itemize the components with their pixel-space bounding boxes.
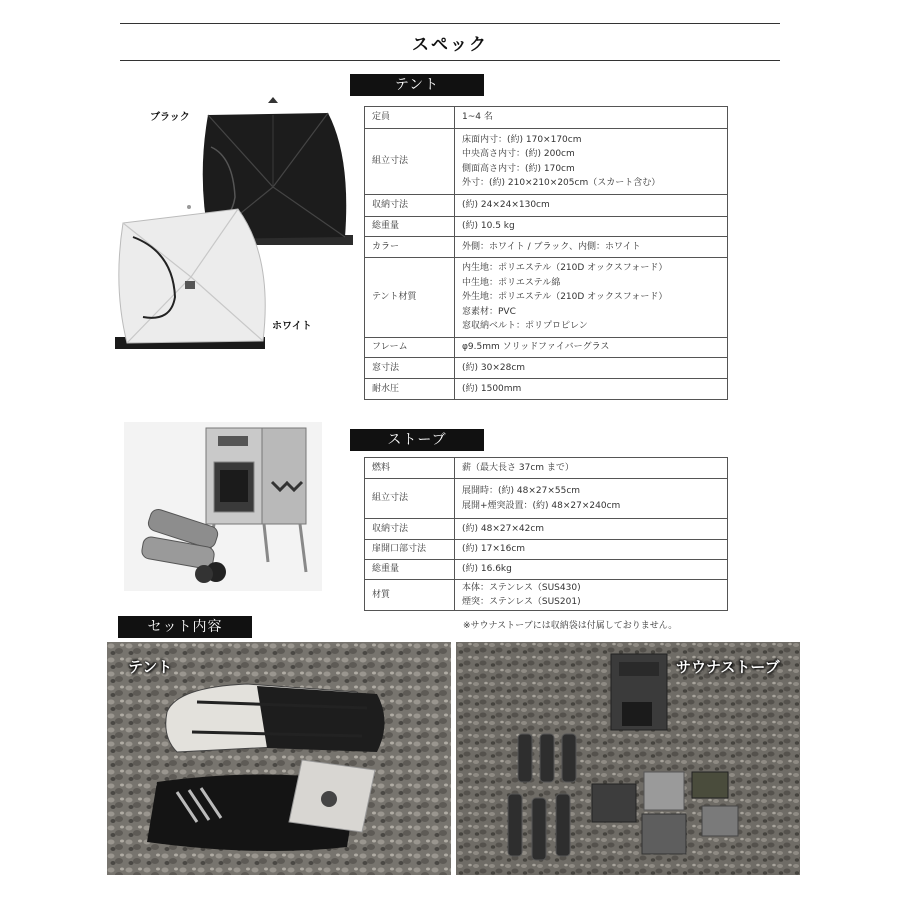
spec-value [455,107,728,129]
spec-key: フレーム [365,338,455,358]
spec-key: 総重量 [365,217,455,237]
spec-value-line: 側面高さ内寸：(約) 170cm [462,163,575,174]
spec-value [455,479,728,519]
spec-value [455,129,728,195]
spec-value-line: φ9.5mm ソリッドファイバーグラス [462,342,610,353]
spec-row [365,379,728,400]
spec-row [365,237,728,258]
spec-key: 組立寸法 [365,479,455,519]
spec-value-line: 煙突：ステンレス（SUS201) [462,597,581,607]
spec-value [455,195,728,217]
spec-row [365,217,728,237]
spec-row [365,338,728,358]
stove-spec-table [364,457,728,611]
spec-value-line: (約) 10.5 kg [462,221,515,232]
spec-value-line: 中生地：ポリエステル綿 [462,277,561,288]
spec-row [365,540,728,560]
spec-row [365,195,728,217]
spec-key: 窓寸法 [365,358,455,379]
title-underline [120,60,780,61]
spec-value-line: 中央高さ内寸：(約) 200cm [462,149,575,159]
spec-value-line: 展開時：(約) 48×27×55cm [462,486,581,496]
spec-value [455,560,728,580]
spec-row [365,358,728,379]
spec-key: 収納寸法 [365,195,455,217]
tent-section-label: テント [350,74,484,96]
spec-value-line: 外生地：ポリエステル（210D オックスフォード） [462,292,668,303]
spec-value-line: (約) 48×27×42cm [462,523,545,534]
spec-value [455,358,728,379]
spec-value [455,540,728,560]
spec-value-line: (約) 16.6kg [462,564,512,575]
spec-value-line: 展開+煙突設置：(約) 48×27×240cm [462,500,621,511]
stove-product-image [124,422,322,591]
black-color-label: ブラック [150,112,190,123]
spec-value [455,580,728,611]
spec-key: 収納寸法 [365,519,455,540]
page-title: スペック [412,35,488,55]
spec-row [365,560,728,580]
spec-key: 耐水圧 [365,379,455,400]
spec-key: テント材質 [365,258,455,338]
spec-key: 組立寸法 [365,129,455,195]
spec-key: 定員 [365,107,455,129]
white-color-label: ホワイト [272,321,312,332]
spec-value-line: (約) 30×28cm [462,362,526,373]
spec-value [455,519,728,540]
spec-row [365,479,728,519]
set-contents-label: セット内容 [118,616,252,638]
top-rule [120,23,780,24]
spec-value-line: 外寸：(約) 210×210×205cm（スカート含む） [462,178,661,188]
spec-value [455,258,728,338]
spec-value-line: (約) 17×16cm [462,544,526,555]
spec-key: カラー [365,237,455,258]
spec-value [455,217,728,237]
spec-key: 扉開口部寸法 [365,540,455,560]
tent-product-image [113,97,353,353]
spec-value [455,338,728,358]
spec-key: 材質 [365,580,455,611]
spec-value-line: 本体：ステンレス（SUS430) [462,582,581,593]
stove-note: ※サウナストーブには収納袋は付属しておりません。 [463,621,678,631]
spec-value-line: (約) 1500mm [462,383,522,394]
tent-photo-label: テント [128,658,173,676]
spec-row [365,258,728,338]
spec-value [455,458,728,479]
spec-value [455,379,728,400]
spec-value-line: 窓収納ベルト：ポリプロピレン [462,321,588,332]
spec-value-line: 内生地：ポリエステル（210D オックスフォード） [462,263,668,274]
tent-spec-table [364,106,728,400]
spec-row [365,458,728,479]
stove-section-label: ストーブ [350,429,484,451]
spec-value-line: 窓素材：PVC [462,306,516,317]
spec-key: 総重量 [365,560,455,580]
spec-value-line: 床面内寸：(約) 170×170cm [462,134,582,145]
spec-row [365,519,728,540]
spec-value [455,237,728,258]
spec-row [365,107,728,129]
spec-value-line: 1~4 名 [462,112,493,123]
spec-value-line: 外側：ホワイト / ブラック、内側：ホワイト [462,241,641,252]
spec-row [365,580,728,611]
spec-key: 燃料 [365,458,455,479]
spec-row [365,129,728,195]
stove-photo-label: サウナストーブ [676,658,780,676]
spec-value-line: 薪（最大長さ 37cm まで） [462,462,574,473]
spec-value-line: (約) 24×24×130cm [462,200,550,211]
